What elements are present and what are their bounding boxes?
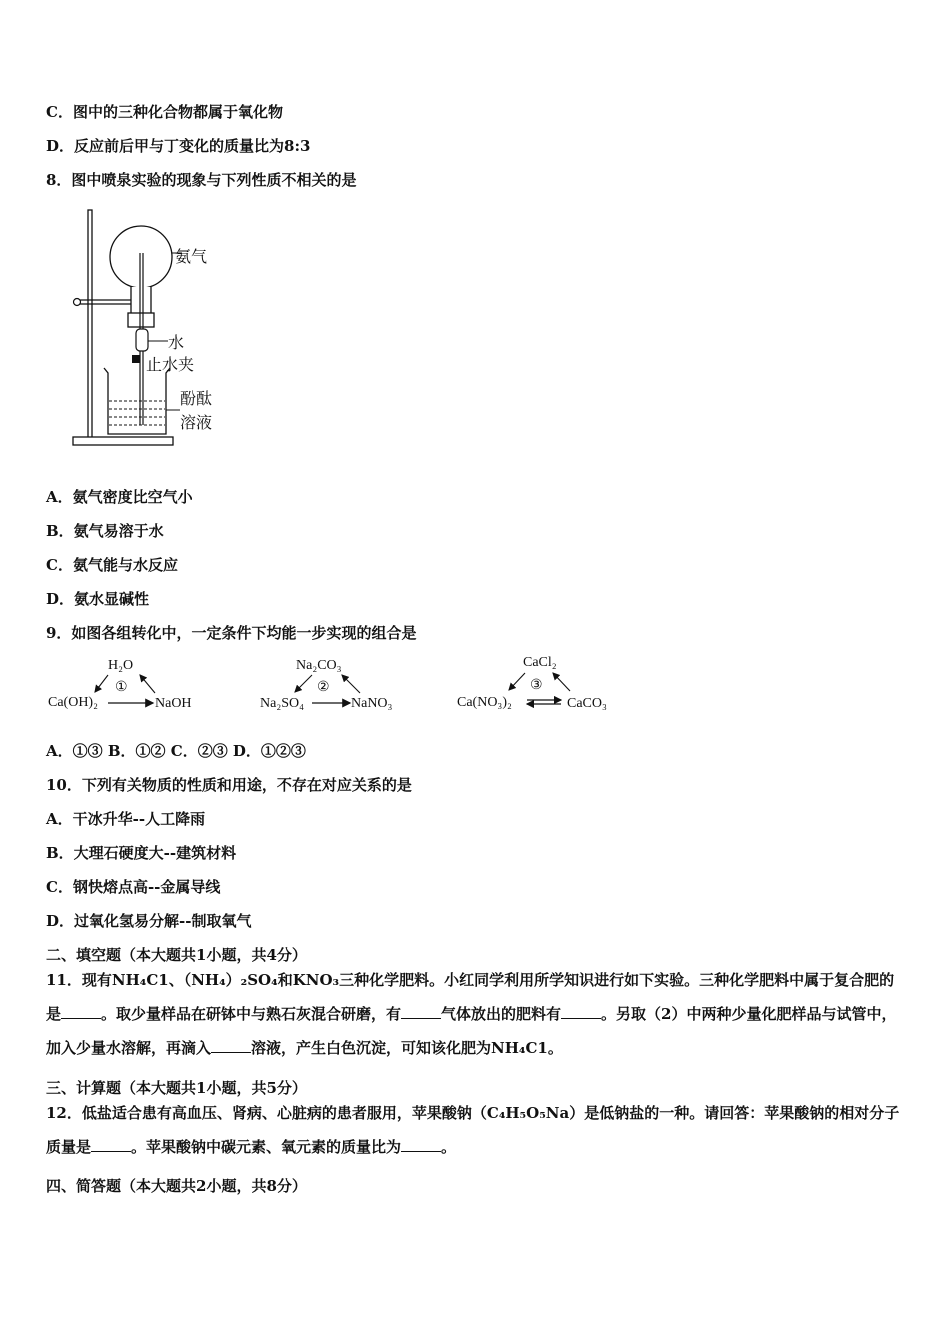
d2-number: ② [317,680,330,695]
d3-number: ③ [530,678,543,693]
d3-arrows [495,663,605,708]
q9-options: A．①③ B．①② C．②③ D．①②③ [46,742,306,760]
d1-left: Ca(OH)₂ [48,695,98,710]
q11-blank-1[interactable] [61,1004,101,1019]
q12-part3: 。 [441,1138,457,1156]
d3-top: CaCl₂ [523,655,557,670]
q10-stem: 10．下列有关物质的性质和用途，不存在对应关系的是 [46,776,412,794]
q8-stem: 8．图中喷泉实验的现象与下列性质不相关的是 [46,171,357,189]
label-water-clamp: 止水夹 [146,355,195,374]
d3-left: Ca(NO₃)₂ [457,695,512,710]
q9-stem: 9．如图各组转化中，一定条件下均能一步实现的组合是 [46,624,417,642]
q11-blank-2[interactable] [401,1004,441,1019]
q10-option-d: D．过氧化氢易分解--制取氧气 [46,912,252,930]
d2-top: Na₂CO₃ [296,658,342,673]
fountain-apparatus-figure [68,205,188,450]
d1-number: ① [115,680,128,695]
q8-option-b: B．氨气易溶于水 [46,522,164,540]
section-short-answer: 四、简答题（本大题共2小题，共8分） [46,1177,307,1195]
q12-blank-2[interactable] [401,1137,441,1152]
d3-right: CaCO₃ [567,696,607,711]
section-fill-in: 二、填空题（本大题共1小题，共4分） [46,946,307,964]
q11-text [46,963,906,1065]
q11-part3: 气体放出的肥料有 [441,1005,562,1023]
label-phenolphthalein: 酚酞 [180,389,213,408]
q8-option-c: C．氨气能与水反应 [46,556,178,574]
q10-option-c: C．钢快熔点高--金属导线 [46,878,221,896]
q8-option-d: D．氨水显碱性 [46,590,150,608]
q7-option-c: C．图中的三种化合物都属于氧化物 [46,103,283,121]
q11-part5: 溶液，产生白色沉淀，可知该化肥为NH₄C1。 [251,1039,563,1057]
d1-right: NaOH [155,696,192,711]
q12-text [46,1096,906,1164]
section-calculation: 三、计算题（本大题共1小题，共5分） [46,1079,307,1097]
q11-part1: 11．现有NH₄C1、（NH₄）₂SO₄和KNO₃三种化学肥料。小红同学利用所学知识进行如下实验。三种化学肥料中属于复合肥的是 [46,971,895,1023]
d1-arrows [60,665,170,710]
label-ammonia: 氨气 [175,247,208,266]
d2-left: Na₂SO₄ [260,696,304,711]
q11-blank-3[interactable] [561,1004,601,1019]
q8-option-a: A．氨气密度比空气小 [46,488,193,506]
q11-part4: 。另取（2）中两种少量化肥样品与试管中，加入少量水溶解，再滴入 [46,1005,897,1057]
q12-blank-1[interactable] [91,1137,131,1152]
q12-part1: 12．低盐适合患有高血压、肾病、心脏病的患者服用，苹果酸钠（C₄H₅O₅Na）是低钠盐的一种。请回答：苹果酸钠的相对分子质量是 [46,1104,900,1156]
d2-arrows [270,665,380,710]
q10-option-b: B．大理石硬度大--建筑材料 [46,844,237,862]
d1-top: H₂O [108,658,134,673]
label-solution: 溶液 [180,413,213,432]
q10-option-a: A．干冰升华--人工降雨 [46,810,206,828]
q11-blank-4[interactable] [211,1038,251,1053]
d2-right: NaNO₃ [351,696,393,711]
label-water: 水 [168,333,185,352]
q7-option-d: D．反应前后甲与丁变化的质量比为8:3 [46,137,311,155]
q12-part2: 。苹果酸钠中碳元素、氧元素的质量比为 [131,1138,402,1156]
q11-part2: 。取少量样品在研钵中与熟石灰混合研磨，有 [101,1005,402,1023]
